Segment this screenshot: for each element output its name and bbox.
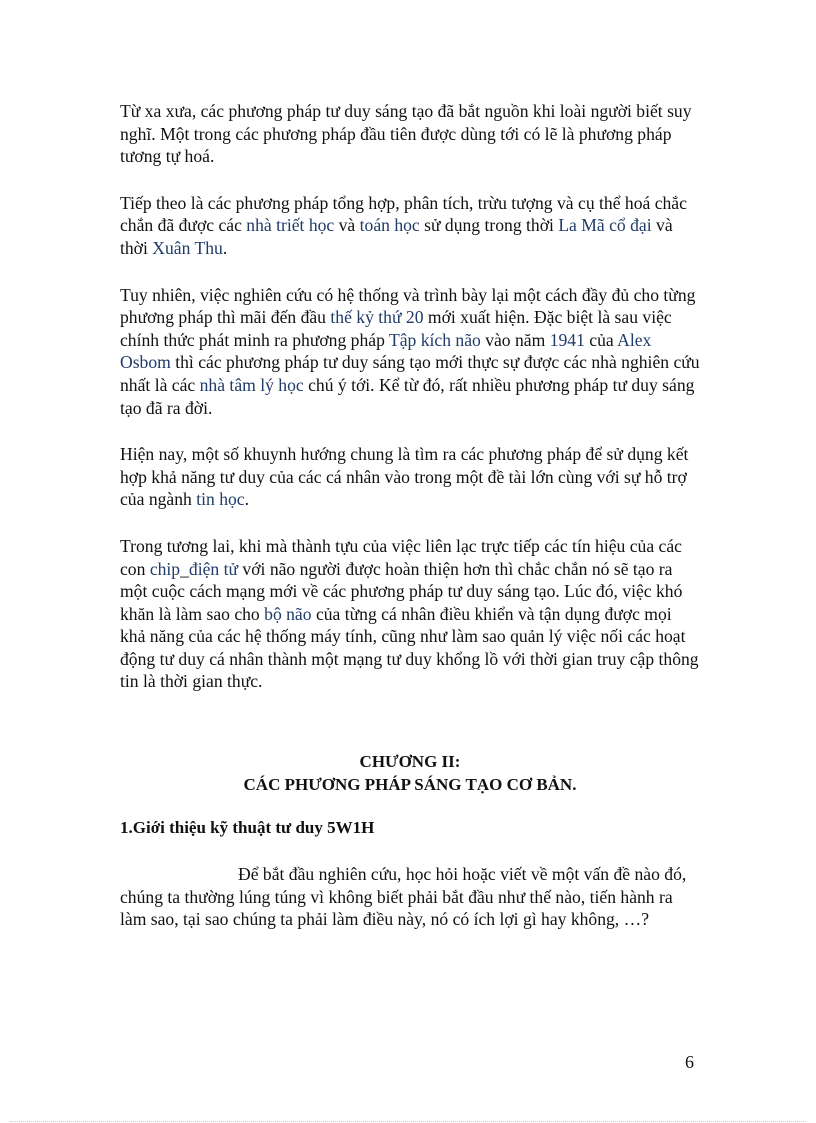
hyperlink[interactable]: chip [149, 558, 181, 579]
text-run: Tuy nhiên, việc nghiên cứu có hệ thống và trình bày lại một cách đầy đủ cho từng phương pháp thì mãi đến đầu [120, 284, 696, 328]
text-run: và thời [120, 215, 673, 258]
text-run: với não người được hoàn thiện hơn thì chắc chắn nó sẽ tạo ra một cuộc cách mạng mới về các phương pháp tư duy sáng tạo. Lúc đó, việc khó khăn là làm sao cho [120, 558, 683, 624]
hyperlink[interactable]: bộ não [264, 603, 312, 624]
chapter-title: CÁC PHƯƠNG PHÁP SÁNG TẠO CƠ BẢN. [243, 775, 577, 794]
hyperlink[interactable]: toán học [359, 215, 420, 236]
chapter-number: CHƯƠNG II: [359, 752, 461, 771]
chapter-heading [120, 750, 700, 796]
text-run: thì các phương pháp tư duy sáng tạo mới thực sự được các nhà nghiên cứu nhất là các [120, 352, 700, 395]
text-run: . [222, 237, 228, 258]
text-run: Tiếp theo là các phương pháp tổng hợp, phân tích, trừu tượng và cụ thể hoá chắc chắn đã được các [120, 192, 687, 236]
text-run: mới xuất hiện. Đặc biệt là sau việc chính thức phát minh ra phương pháp [120, 307, 672, 350]
paragraph-1 [120, 100, 700, 168]
hyperlink[interactable]: 1941 [549, 329, 585, 350]
paragraph-5 [120, 535, 700, 693]
paragraph-3 [120, 284, 700, 420]
hyperlink[interactable]: La Mã cổ đại [558, 215, 652, 236]
section-title: 1.Giới thiệu kỹ thuật tư duy 5W1H [120, 818, 375, 837]
body-text [120, 100, 700, 717]
hyperlink[interactable]: Alex Osbom [120, 329, 652, 373]
text-run: _ [180, 558, 189, 579]
text-run: . [244, 489, 249, 510]
text-run: chú ý tới. Kể từ đó, rất nhiều phương pháp tư duy sáng tạo đã ra đời. [120, 374, 695, 418]
hyperlink[interactable]: tin học [196, 489, 245, 510]
hyperlink[interactable]: Xuân Thu [152, 237, 223, 258]
page-number: 6 [685, 1052, 694, 1072]
text-run: vào năm [480, 329, 550, 350]
text-run: Từ xa xưa, các phương pháp tư duy sáng tạo đã bắt nguồn khi loài người biết suy nghĩ. Một trong các phương pháp đầu tiên được dùng tới có lẽ là phương pháp tương tự hoá. [120, 101, 692, 167]
text-run: Trong tương lai, khi mà thành tựu của việc liên lạc trực tiếp các tín hiệu của các con [120, 535, 682, 579]
text-run: và [334, 215, 360, 236]
paragraph-4 [120, 443, 700, 511]
hyperlink[interactable]: nhà triết học [246, 215, 335, 236]
text-run: sử dụng trong thời [419, 215, 559, 236]
hyperlink[interactable]: Tập kích não [388, 329, 481, 350]
page-bottom-divider [10, 1121, 806, 1122]
text-run: Hiện nay, một số khuynh hướng chung là tìm ra các phương pháp để sử dụng kết hợp khả năng tư duy của các cá nhân vào trong một đề tài lớn cùng với sự hỗ trợ của ngành [120, 444, 689, 510]
paragraph-2 [120, 192, 700, 260]
text-run: của [584, 329, 618, 350]
hyperlink[interactable]: nhà tâm lý học [199, 374, 304, 395]
hyperlink[interactable]: điện tử [188, 558, 239, 579]
hyperlink[interactable]: thế kỷ thứ 20 [330, 307, 424, 328]
text-run: của từng cá nhân điều khiển và tận dụng được mọi khả năng của các hệ thống máy tính, cũng như làm sao quản lý việc nối các hoạt động tư duy cá nhân thành một mạng tư duy khổng lồ với thời gian truy cập thông tin là thời gian thực. [120, 603, 699, 692]
intro-paragraph: Để bắt đầu nghiên cứu, học hỏi hoặc viết về một vấn đề nào đó, chúng ta thường lúng túng vì không biết phải bắt đầu như thế nào, tiến hành ra làm sao, tại sao chúng ta phải làm điều này, nó có ích lợi gì hay không, …? [120, 864, 687, 930]
